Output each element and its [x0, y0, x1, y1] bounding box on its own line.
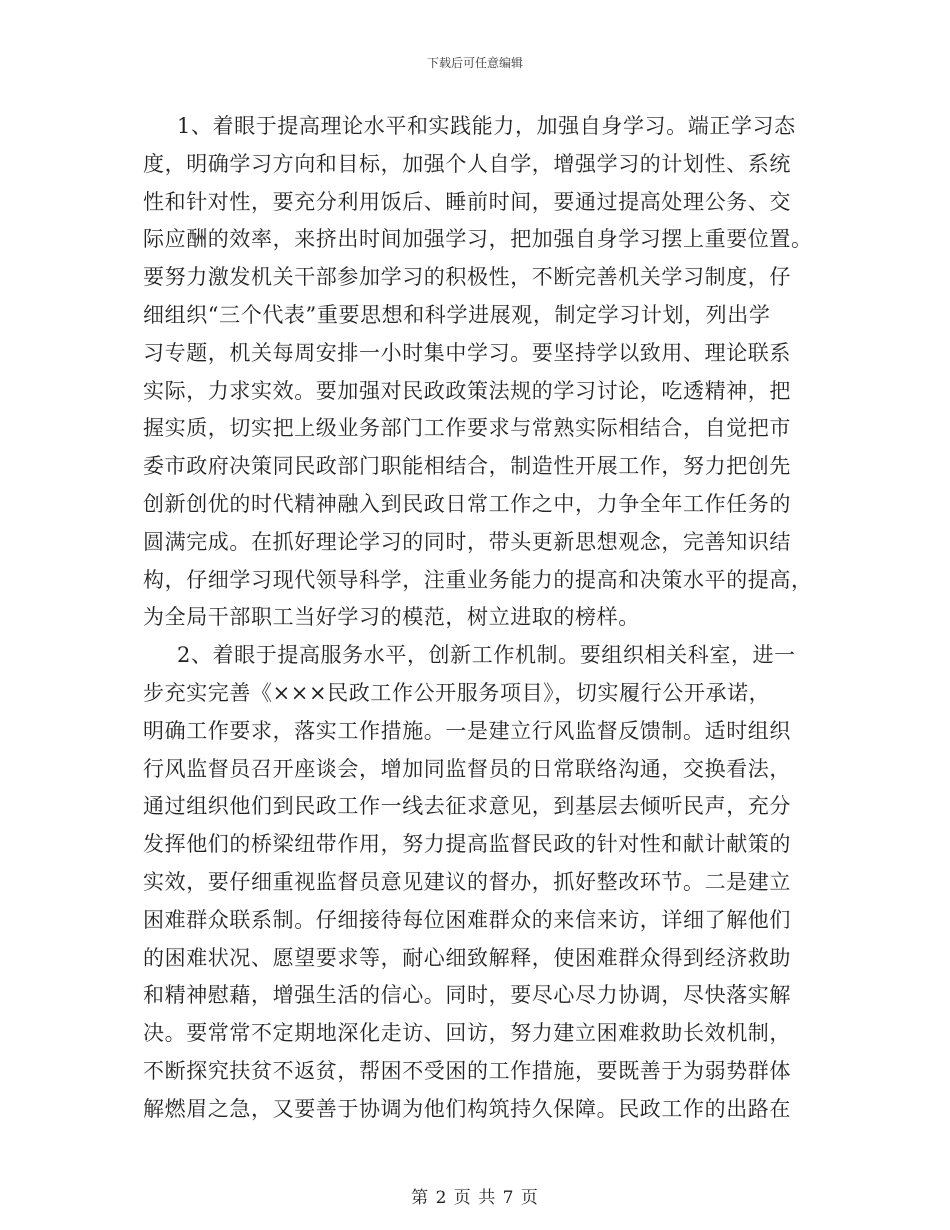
- text-line: 行风监督员召开座谈会，增加同监督员的日常联络沟通，交换看法，: [143, 756, 791, 781]
- text-line: 圆满完成。在抓好理论学习的同时，带头更新思想观念，完善知识结: [143, 529, 791, 554]
- text-line: 步充实完善《×××民政工作公开服务项目》，切实履行公开承诺，: [143, 680, 771, 705]
- page-header-note: 下载后可任意编辑: [426, 56, 523, 70]
- text-line: 细组织“三个代表”重要思想和科学进展观，制定学习计划，列出学: [143, 302, 771, 327]
- text-line: 委市政府决策同民政部门职能相结合，制造性开展工作，努力把创先: [143, 454, 791, 479]
- text-line: 实效，要仔细重视监督员意见建议的督办，抓好整改环节。二是建立: [143, 869, 791, 894]
- text-line: 决。要常常不定期地深化走访、回访，努力建立困难救助长效机制，: [143, 1021, 791, 1046]
- text-line: 困难群众联系制。仔细接待每位困难群众的来信来访，详细了解他们: [143, 907, 791, 932]
- text-line: 不断探究扶贫不返贫，帮困不受困的工作措施，要既善于为弱势群体: [143, 1058, 791, 1083]
- text-line: 为全局干部职工当好学习的模范，树立进取的榜样。: [143, 605, 640, 630]
- text-line: 要努力激发机关干部参加学习的积极性，不断完善机关学习制度，仔: [143, 265, 791, 290]
- text-line: 习专题，机关每周安排一小时集中学习。要坚持学以致用、理论联系: [143, 340, 791, 365]
- text-line: 2、着眼于提高服务水平，创新工作机制。要组织相关科室，进一: [177, 643, 796, 668]
- text-line: 实际，力求实效。要加强对民政政策法规的学习讨论，吃透精神，把: [143, 378, 791, 403]
- text-line: 性和针对性，要充分利用饭后、睡前时间，要通过提高处理公务、交: [143, 189, 791, 214]
- text-line: 的困难状况、愿望要求等，耐心细致解释，使困难群众得到经济救助: [143, 945, 791, 970]
- text-line: 通过组织他们到民政工作一线去征求意见，到基层去倾听民声，充分: [143, 794, 791, 819]
- text-line: 发挥他们的桥梁纽带作用，努力提高监督民政的针对性和献计献策的: [143, 832, 791, 857]
- text-line: 明确工作要求，落实工作措施。一是建立行风监督反馈制。适时组织: [143, 718, 791, 743]
- text-line: 度，明确学习方向和目标，加强个人自学，增强学习的计划性、系统: [143, 151, 791, 176]
- text-line: 构，仔细学习现代领导科学，注重业务能力的提高和决策水平的提高，: [143, 567, 813, 592]
- text-line: 际应酬的效率，来挤出时间加强学习，把加强自身学习摆上重要位置。: [143, 227, 813, 252]
- text-line: 和精神慰藉，增强生活的信心。同时，要尽心尽力协调，尽快落实解: [143, 983, 791, 1008]
- page-number: 第 2 页 共 7 页: [411, 1188, 539, 1208]
- text-line: 创新创优的时代精神融入到民政日常工作之中，力争全年工作任务的: [143, 491, 791, 516]
- text-line: 1、着眼于提高理论水平和实践能力，加强自身学习。端正学习态: [177, 114, 796, 138]
- text-line: 握实质，切实把上级业务部门工作要求与常熟实际相结合，自觉把市: [143, 416, 791, 441]
- document-body: [143, 108, 813, 1129]
- text-line: 解燃眉之急，又要善于协调为他们构筑持久保障。民政工作的出路在: [143, 1096, 791, 1121]
